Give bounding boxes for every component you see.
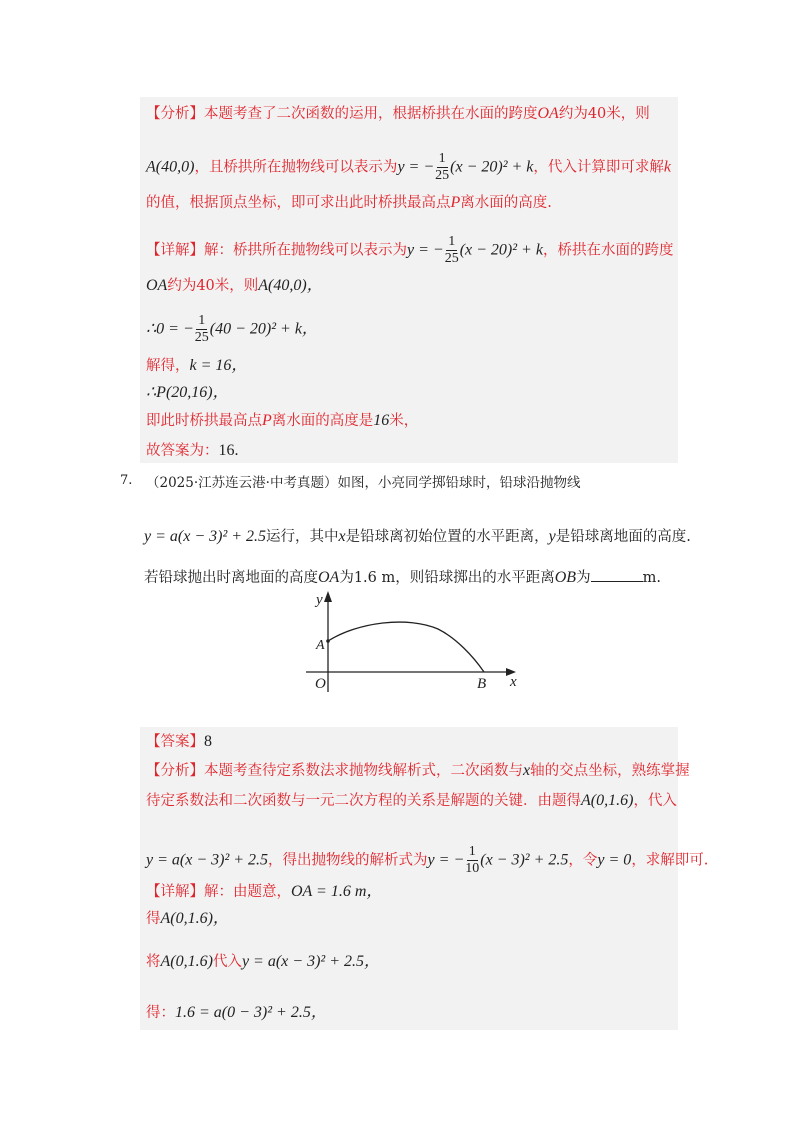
analysis-text: ，求解即可. (631, 852, 709, 869)
detail2-line-1 (146, 882, 382, 902)
question-text: 是铅球离初始位置的水平距离， (345, 529, 549, 545)
label-b: B (477, 676, 487, 692)
analysis-line-2 (146, 151, 671, 184)
point-a: A(40,0)， (258, 277, 323, 294)
point-a: A(40,0) (146, 158, 195, 176)
detail-line-2 (146, 276, 323, 296)
detail2-line-3 (146, 952, 380, 972)
height-text: 即此时桥拱最高点 (146, 413, 262, 429)
substitute-label: 将 (146, 954, 161, 970)
analysis-text: 本题考查待定系数法求抛物线解析式，二次函数与 (204, 763, 523, 779)
solve-label: 解得， (146, 358, 190, 374)
analysis-text: 离水面的高度. (460, 195, 552, 211)
equation-left: y = − (397, 158, 435, 176)
question-number: 7. (120, 473, 133, 488)
fraction: $\frac{1}{25}$ (444, 234, 459, 266)
var-oa: OA (537, 105, 559, 122)
detail-line-1 (146, 234, 673, 267)
analysis-tag: 【分析】 (146, 106, 204, 122)
question-line-3 (144, 566, 661, 587)
equation-right: (x − 3)² + 2.5 (480, 851, 569, 869)
analysis-text: 本题考查了二次函数的运用，根据桥拱在水面的跨度 (204, 106, 538, 122)
question-text: 运行，其中 (266, 529, 339, 545)
analysis-line-1 (146, 104, 650, 124)
analysis-text: ，得出抛物线的解析式为 (268, 852, 428, 869)
detail-text: 解：由题意， (204, 884, 291, 900)
height-value: 16 (373, 412, 390, 429)
point-a: A(0,1.6) (581, 792, 634, 809)
analysis-text: ，令 (568, 852, 598, 869)
equation-right: (40 − 20)² + k， (209, 320, 318, 338)
parabola-curve (328, 622, 484, 672)
analysis-text: 的值，根据顶点坐标，即可求出此时桥拱最高点 (146, 195, 451, 211)
fraction: $\frac{1}{10}$ (465, 844, 480, 876)
result-label: 得： (146, 1005, 175, 1021)
y-axis-arrow (324, 591, 332, 602)
equation-right: (x − 20)² + k (450, 158, 534, 176)
label-a: A (316, 638, 325, 653)
detail-tag: 【详解】 (146, 884, 204, 900)
point-a: A(0,1.6)， (160, 910, 229, 927)
height-line (146, 411, 418, 431)
equation-right: (x − 20)² + k (459, 241, 543, 259)
height-text: 离水面的高度是 (271, 413, 374, 429)
question-text: 若铅球抛出时离地面的高度 (144, 570, 318, 586)
oa-value: OA = 1.6 m， (291, 883, 383, 900)
analysis2-line-3 (146, 844, 708, 877)
solve-value: k = 16， (189, 357, 248, 374)
var-oa: OA (146, 277, 168, 294)
question-text: m. (642, 570, 661, 586)
equation-left: y = − (407, 241, 444, 259)
therefore-line-1 (146, 313, 318, 346)
result-equation: 1.6 = a(0 − 3)² + 2.5， (175, 1004, 327, 1021)
point-a: A(0,1.6) (160, 953, 213, 970)
detail-text: ，桥拱在水面的跨度 (542, 242, 674, 259)
equation-general: y = a(x − 3)² + 2.5 (146, 851, 269, 869)
question-source-text: （2025·江苏连云港·中考真题）如图，小亮同学掷铅球时，铅球沿抛物线 (146, 475, 581, 491)
label-o: O (315, 676, 326, 692)
question-text: 是铅球离地面的高度. (555, 529, 691, 545)
analysis2-line-2 (146, 791, 677, 811)
var-ob: OB (554, 569, 577, 586)
fraction: $\frac{1}{25}$ (435, 151, 450, 183)
question-source (146, 471, 580, 491)
analysis-text: ，代入计算即可求解 (533, 159, 664, 176)
answer-line (146, 732, 212, 752)
var-x: x (523, 762, 531, 779)
therefore-line-2 (146, 383, 229, 403)
final-label: 故答案为： (146, 443, 219, 459)
detail-text: 解：桥拱所在抛物线可以表示为 (204, 242, 407, 259)
point-p: ∴P(20,16)， (146, 384, 229, 401)
analysis-tag: 【分析】 (146, 763, 204, 779)
substitute-equation: y = a(x − 3)² + 2.5， (241, 953, 380, 970)
var-oa: OA (318, 569, 340, 586)
equation-y0: y = 0 (597, 851, 632, 869)
detail2-line-2 (146, 909, 229, 929)
analysis2-line-1 (146, 761, 690, 781)
question-text: 为1.6 m，则铅球掷出的水平距离 (339, 570, 555, 586)
detail-text: 约为40米，则 (167, 278, 259, 294)
analysis-text: 轴的交点坐标，熟练掌握 (530, 763, 690, 779)
var-k: k (663, 158, 671, 176)
detail2-line-4 (146, 1003, 327, 1023)
var-p: P (450, 194, 461, 211)
var-p: P (262, 412, 272, 429)
label-y: y (316, 592, 323, 608)
solve-line (146, 356, 247, 376)
answer-value: 8 (204, 733, 212, 750)
analysis-text: ，代入 (633, 793, 677, 809)
analysis-text: 约为40米，则 (558, 106, 650, 122)
final-answer-line (146, 441, 239, 461)
height-text: 米， (389, 413, 419, 429)
answer-tag: 【答案】 (146, 734, 204, 750)
question-text: 为 (576, 570, 591, 586)
analysis-text: ，且桥拱所在抛物线可以表示为 (194, 159, 398, 176)
got-label: 得 (146, 911, 161, 927)
fraction: $\frac{1}{25}$ (194, 313, 209, 345)
final-value: 16. (218, 442, 239, 459)
analysis-text: 待定系数法和二次函数与一元二次方程的关系是解题的关键．由题得 (146, 793, 581, 809)
analysis-line-3 (146, 193, 552, 213)
equation-left: y = − (427, 851, 465, 869)
question-line-2 (144, 525, 691, 546)
point-a-marker (326, 639, 330, 643)
detail-tag: 【详解】 (146, 242, 204, 259)
substitute-label: 代入 (212, 954, 242, 970)
var-x: x (338, 528, 346, 545)
question-equation: y = a(x − 3)² + 2.5 (144, 528, 267, 545)
parabola-figure (298, 586, 528, 696)
answer-blank[interactable] (591, 567, 643, 582)
var-y: y (548, 528, 556, 545)
equation-left: ∴0 = − (146, 320, 194, 338)
label-x: x (510, 674, 517, 690)
